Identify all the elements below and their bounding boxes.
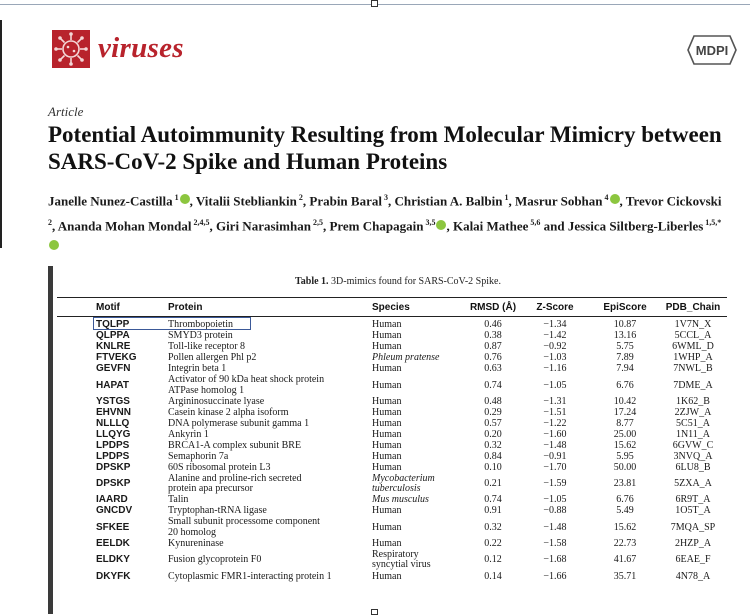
author-name: Christian A. Balbin bbox=[394, 193, 503, 209]
rmsd-cell: 0.87 bbox=[484, 341, 502, 353]
zscore-cell: −1.05 bbox=[543, 494, 567, 506]
motif-cell: YSTGS bbox=[96, 395, 130, 407]
episcore-cell: 17.24 bbox=[613, 406, 637, 418]
motif-cell: FTVEKG bbox=[96, 352, 137, 364]
author-name: Janelle Nunez-Castilla bbox=[48, 193, 173, 209]
protein-cell: Argininosuccinate lyase bbox=[168, 395, 265, 407]
protein-cell: Activator of 90 kDa heat shock protein bbox=[168, 374, 325, 385]
episcore-cell: 35.71 bbox=[613, 570, 637, 582]
pdb-chain-cell: 1V7N_X bbox=[674, 319, 712, 331]
article-type: Article bbox=[48, 104, 84, 119]
protein-cell: Integrin beta 1 bbox=[168, 363, 227, 375]
episcore-cell: 13.16 bbox=[613, 330, 637, 342]
protein-cell: Ankyrin 1 bbox=[168, 428, 209, 440]
resize-handle-top[interactable] bbox=[371, 0, 378, 7]
author-name: Masrur Sobhan bbox=[514, 193, 603, 209]
species-cell: Mus musculus bbox=[372, 494, 429, 506]
orcid-icon[interactable] bbox=[49, 240, 59, 250]
pdb-chain-cell: 6EAE_F bbox=[675, 554, 711, 566]
orcid-icon[interactable] bbox=[610, 194, 620, 204]
episcore-cell: 7.89 bbox=[616, 352, 634, 364]
protein-cell: Casein kinase 2 alpha isoform bbox=[168, 406, 289, 418]
protein-cell: BRCA1-A complex subunit BRE bbox=[168, 439, 302, 451]
author-affiliation: 2,5 bbox=[310, 218, 323, 228]
protein-cell: protein apa precursor bbox=[168, 483, 253, 495]
species-cell: tuberculosis bbox=[372, 483, 421, 495]
zscore-cell: −1.31 bbox=[543, 395, 567, 407]
column-header[interactable]: Species bbox=[372, 302, 410, 313]
species-cell: Human bbox=[372, 521, 402, 533]
author-name: Jessica Siltberg-Liberles bbox=[567, 218, 704, 234]
author-affiliation: 5,6 bbox=[528, 218, 541, 228]
protein-cell: Alanine and proline-rich secreted bbox=[168, 472, 302, 484]
zscore-cell: −0.88 bbox=[543, 505, 567, 517]
episcore-cell: 5.95 bbox=[616, 450, 634, 462]
pdb-chain-cell: 6R9T_A bbox=[675, 494, 711, 506]
species-cell: Human bbox=[372, 330, 402, 342]
column-header[interactable]: RMSD (Å) bbox=[469, 302, 517, 313]
rmsd-cell: 0.57 bbox=[484, 417, 502, 429]
table-left-bar bbox=[48, 266, 53, 614]
protein-cell: Toll-like receptor 8 bbox=[168, 341, 246, 353]
author-name: Vitalii Stebliankin bbox=[195, 193, 297, 209]
episcore-cell: 15.62 bbox=[613, 439, 637, 451]
motif-cell: TQLPP bbox=[96, 319, 130, 331]
motif-cell: IAARD bbox=[96, 494, 128, 506]
motif-cell: LPDPS bbox=[96, 450, 130, 462]
author-name: Trevor Cickovski bbox=[625, 193, 722, 209]
episcore-cell: 8.77 bbox=[616, 417, 634, 429]
pdb-chain-cell: 1K62_B bbox=[676, 395, 710, 407]
pdb-chain-cell: 6LU8_B bbox=[675, 461, 711, 473]
publisher-name: MDPI bbox=[695, 43, 729, 58]
episcore-cell: 23.81 bbox=[613, 478, 637, 490]
author-affiliation: 1,5,* bbox=[703, 218, 722, 228]
page-left-margin-bar bbox=[0, 20, 2, 248]
species-cell: syncytial virus bbox=[372, 559, 431, 571]
author-name: Prabin Baral bbox=[309, 193, 382, 209]
rmsd-cell: 0.48 bbox=[484, 395, 502, 407]
table-caption-text: 3D-mimics found for SARS-CoV-2 Spike. bbox=[331, 276, 501, 287]
journal-name: viruses bbox=[98, 32, 184, 64]
article-title: Potential Autoimmunity Resulting from Molecular Mimicry between SARS-CoV-2 Spike and Human Proteins bbox=[48, 122, 722, 174]
species-cell: Human bbox=[372, 538, 402, 549]
pdb-chain-cell: 5ZXA_A bbox=[674, 478, 712, 490]
rmsd-cell: 0.20 bbox=[484, 428, 502, 440]
rmsd-cell: 0.76 bbox=[484, 352, 502, 364]
protein-cell: 20 homolog bbox=[168, 526, 217, 538]
episcore-cell: 5.49 bbox=[616, 505, 634, 517]
episcore-cell: 10.87 bbox=[613, 319, 637, 331]
column-header[interactable]: Protein bbox=[168, 302, 203, 313]
author-affiliation: 4 bbox=[602, 193, 609, 202]
rmsd-cell: 0.38 bbox=[484, 330, 502, 342]
rmsd-cell: 0.14 bbox=[484, 570, 502, 582]
rmsd-cell: 0.63 bbox=[484, 363, 502, 375]
author-list: Janelle Nunez-Castilla $^1$ , Vitalii Stebliankin $^2$, Prabin Baral $^3$, Christian A. Balbin $^1$, Masrur Sobhan $^4$ , Trevor Cickovski $^2$, Ananda Mohan Mondal $^{2,4,5}$, Giri Narasimhan $^{2,5}$, Prem Chapagain $^{3,5}$ , Kalai Mathee $^{5,6}$ and Jessica Siltberg-Liberles $^{1,5,*}$ bbox=[48, 188, 728, 257]
pdb-chain-cell: 7NWL_B bbox=[673, 363, 713, 375]
pdb-chain-cell: 1WHP_A bbox=[673, 352, 713, 364]
motif-cell: HAPAT bbox=[96, 379, 129, 391]
species-cell: Human bbox=[372, 341, 402, 353]
motif-cell: KNLRE bbox=[96, 341, 131, 353]
rmsd-cell: 0.84 bbox=[484, 450, 502, 462]
species-cell: Human bbox=[372, 417, 402, 429]
species-cell: Human bbox=[372, 439, 402, 451]
zscore-cell: −0.92 bbox=[543, 341, 567, 353]
pdb-chain-cell: 7MQA_SP bbox=[670, 521, 716, 533]
protein-cell: Kynureninase bbox=[168, 538, 224, 549]
table-label: Table 1. bbox=[295, 276, 329, 287]
rmsd-cell: 0.74 bbox=[484, 494, 502, 506]
motif-cell: NLLLQ bbox=[96, 417, 130, 429]
episcore-cell: 41.67 bbox=[613, 554, 637, 566]
motif-cell: DPSKP bbox=[96, 478, 131, 490]
episcore-cell: 7.94 bbox=[616, 363, 634, 375]
zscore-cell: −1.22 bbox=[543, 417, 567, 429]
author-affiliation: 2,4,5 bbox=[191, 218, 210, 228]
zscore-cell: −0.91 bbox=[543, 450, 567, 462]
protein-cell: SMYD3 protein bbox=[168, 330, 233, 342]
rmsd-cell: 0.29 bbox=[484, 406, 502, 418]
motif-cell: EHVNN bbox=[96, 406, 132, 418]
zscore-cell: −1.68 bbox=[543, 554, 567, 566]
zscore-cell: −1.60 bbox=[543, 428, 567, 440]
motif-cell: EELDK bbox=[96, 538, 130, 549]
zscore-cell: −1.42 bbox=[543, 330, 567, 342]
virus-logo-icon bbox=[52, 30, 90, 68]
zscore-cell: −1.16 bbox=[543, 363, 567, 375]
species-cell: Respiratory bbox=[372, 548, 419, 560]
zscore-cell: −1.66 bbox=[543, 570, 567, 582]
episcore-cell: 6.76 bbox=[616, 494, 634, 506]
protein-cell: 60S ribosomal protein L3 bbox=[168, 461, 271, 473]
pdb-chain-cell: 1N11_A bbox=[675, 428, 711, 440]
pdb-chain-cell: 4N78_A bbox=[675, 570, 711, 582]
author-name: Ananda Mohan Mondal bbox=[57, 218, 192, 234]
pdb-chain-cell: 5C51_A bbox=[676, 417, 710, 429]
protein-cell: Tryptophan-tRNA ligase bbox=[168, 505, 267, 517]
table-caption bbox=[48, 276, 748, 287]
author-name: Giri Narasimhan bbox=[215, 218, 311, 234]
zscore-cell: −1.70 bbox=[543, 461, 567, 473]
species-cell: Human bbox=[372, 570, 402, 582]
zscore-cell: −1.34 bbox=[543, 319, 567, 331]
protein-cell: Cytoplasmic FMR1-interacting protein 1 bbox=[168, 570, 332, 582]
species-cell: Human bbox=[372, 363, 402, 375]
journal-header bbox=[48, 28, 738, 72]
episcore-cell: 6.76 bbox=[616, 379, 634, 391]
motif-cell: LLQYG bbox=[96, 428, 131, 440]
pdb-chain-cell: 7DME_A bbox=[673, 379, 713, 391]
motif-cell: LPDPS bbox=[96, 439, 130, 451]
pdb-chain-cell: 2HZP_A bbox=[674, 538, 712, 549]
resize-handle-bottom[interactable] bbox=[371, 609, 378, 615]
author-affiliation: 3,5 bbox=[423, 218, 436, 228]
author-affiliation: 3 bbox=[381, 193, 388, 202]
column-header[interactable]: EpiScore bbox=[603, 302, 647, 313]
episcore-cell: 25.00 bbox=[613, 428, 637, 440]
motif-cell: DKYFK bbox=[96, 570, 131, 582]
author-name: Prem Chapagain bbox=[329, 218, 424, 234]
zscore-cell: −1.05 bbox=[543, 379, 567, 391]
rmsd-cell: 0.46 bbox=[484, 319, 502, 331]
motif-cell: GEVFN bbox=[96, 363, 131, 375]
rmsd-cell: 0.10 bbox=[484, 461, 502, 473]
zscore-cell: −1.59 bbox=[543, 478, 567, 490]
pdb-chain-cell: 3NVQ_A bbox=[673, 450, 713, 462]
author-affiliation: 2 bbox=[296, 193, 303, 202]
rmsd-cell: 0.32 bbox=[484, 439, 502, 451]
motif-cell: QLPPA bbox=[96, 330, 130, 342]
species-cell: Human bbox=[372, 428, 402, 440]
rmsd-cell: 0.21 bbox=[484, 478, 502, 490]
selected-row-highlight[interactable] bbox=[93, 317, 251, 330]
pdb-chain-cell: 2ZJW_A bbox=[674, 406, 712, 418]
table-top-rule bbox=[57, 297, 727, 298]
species-cell: Mycobacterium bbox=[372, 472, 435, 484]
episcore-cell: 15.62 bbox=[613, 521, 637, 533]
species-cell: Human bbox=[372, 461, 402, 473]
pdb-chain-cell: 1O5T_A bbox=[675, 505, 711, 517]
protein-cell: DNA polymerase subunit gamma 1 bbox=[168, 417, 310, 429]
author-name: Kalai Mathee bbox=[452, 218, 529, 234]
orcid-icon[interactable] bbox=[180, 194, 190, 204]
species-cell: Human bbox=[372, 505, 402, 517]
episcore-cell: 10.42 bbox=[613, 395, 637, 407]
motif-cell: SFKEE bbox=[96, 521, 130, 533]
rmsd-cell: 0.22 bbox=[484, 538, 502, 549]
episcore-cell: 50.00 bbox=[613, 461, 637, 473]
episcore-cell: 5.75 bbox=[616, 341, 634, 353]
column-header[interactable]: PDB_Chain bbox=[665, 302, 721, 313]
zscore-cell: −1.48 bbox=[543, 439, 567, 451]
species-cell: Human bbox=[372, 406, 402, 418]
zscore-cell: −1.48 bbox=[543, 521, 567, 533]
column-header[interactable]: Z-Score bbox=[536, 302, 574, 313]
motif-cell: DPSKP bbox=[96, 461, 131, 473]
mdpi-logo-icon bbox=[684, 34, 740, 66]
protein-cell: ATPase homolog 1 bbox=[168, 384, 245, 396]
species-cell: Human bbox=[372, 319, 402, 331]
rmsd-cell: 0.91 bbox=[484, 505, 502, 517]
column-header[interactable]: Motif bbox=[96, 302, 120, 313]
protein-cell: Thrombopoietin bbox=[168, 319, 233, 331]
protein-cell: Pollen allergen Phl p2 bbox=[168, 352, 257, 364]
protein-cell: Fusion glycoprotein F0 bbox=[168, 554, 262, 566]
species-cell: Human bbox=[372, 379, 402, 391]
zscore-cell: −1.03 bbox=[543, 352, 567, 364]
author-affiliation: 1 bbox=[172, 193, 179, 202]
rmsd-cell: 0.74 bbox=[484, 379, 502, 391]
zscore-cell: −1.51 bbox=[543, 406, 567, 418]
protein-cell: Semaphorin 7a bbox=[168, 450, 229, 462]
pdb-chain-cell: 6GVW_C bbox=[672, 439, 714, 451]
species-cell: Human bbox=[372, 450, 402, 462]
zscore-cell: −1.58 bbox=[543, 538, 567, 549]
pdb-chain-cell: 6WML_D bbox=[672, 341, 714, 353]
protein-cell: Talin bbox=[168, 494, 189, 506]
protein-cell: Small subunit processome component bbox=[168, 516, 320, 528]
author-affiliation: 1 bbox=[502, 193, 509, 202]
author-affiliation: 2 bbox=[48, 218, 52, 228]
pdb-chain-cell: 5CCL_A bbox=[674, 330, 712, 342]
motif-cell: ELDKY bbox=[96, 554, 130, 566]
motif-cell: GNCDV bbox=[96, 505, 133, 517]
episcore-cell: 22.73 bbox=[613, 538, 637, 549]
orcid-icon[interactable] bbox=[436, 220, 446, 230]
rmsd-cell: 0.32 bbox=[484, 521, 502, 533]
rmsd-cell: 0.12 bbox=[484, 554, 502, 566]
species-cell: Human bbox=[372, 395, 402, 407]
species-cell: Phleum pratense bbox=[372, 352, 440, 364]
